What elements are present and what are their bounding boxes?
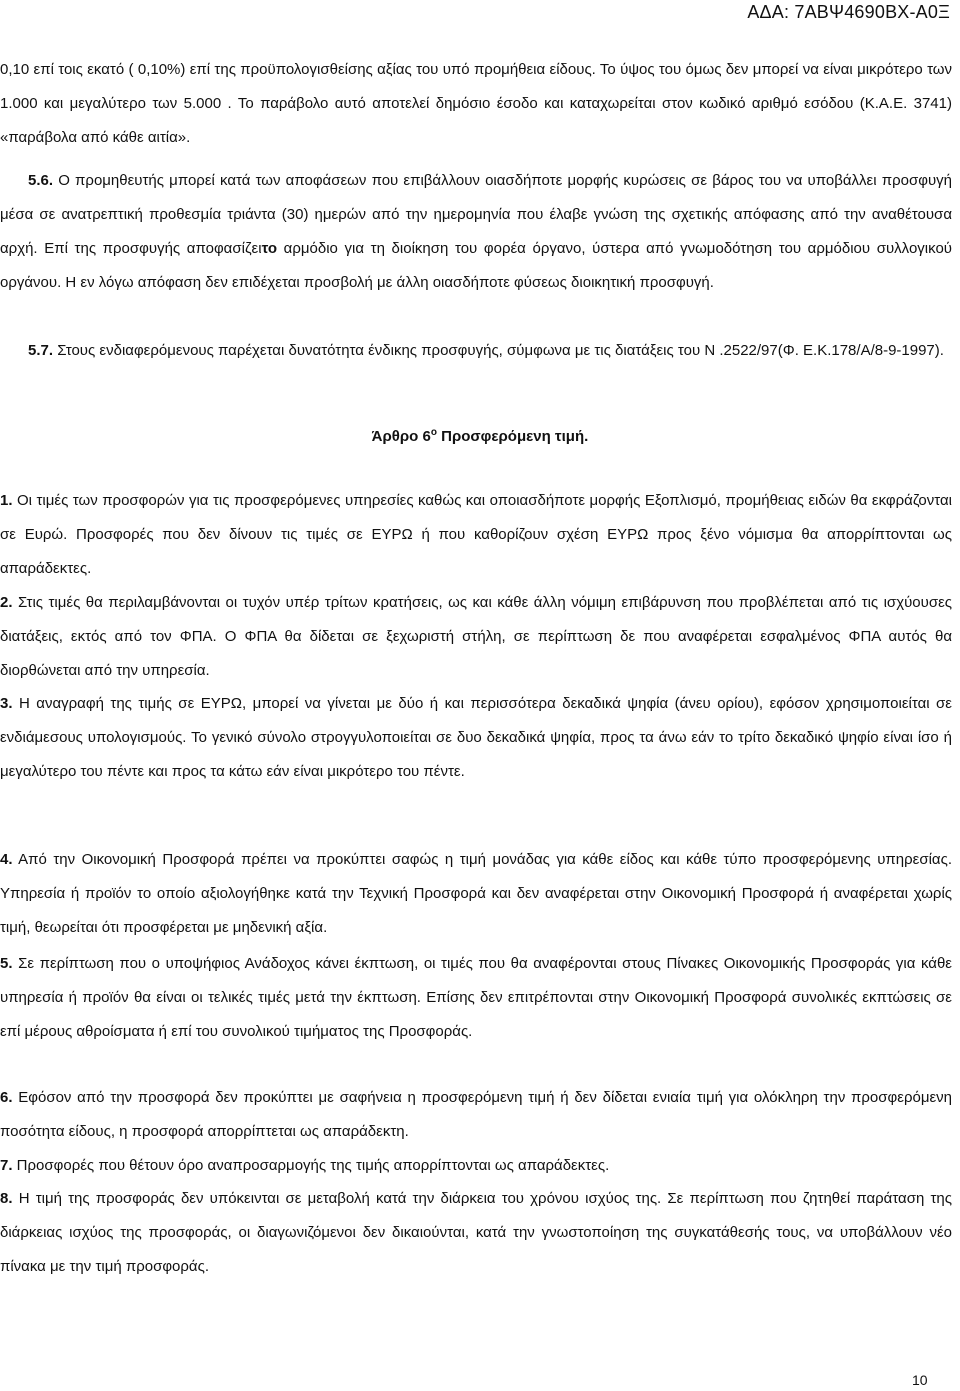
item-6-number: 6. — [0, 1089, 13, 1106]
item-2-text: Στις τιμές θα περιλαμβάνονται οι τυχόν υπέρ τρίτων κρατήσεις, ως και κάθε άλλη νόμιμη επιβάρυνση που προβλέπεται από τις ισχύουσες διατάξεις, εκτός από τον ΦΠΑ. Ο ΦΠΑ θα δίδεται σε ξεχωριστή στήλη, σε περίπτωση δε που αναφέρεται εσφαλμένος ΦΠΑ αυτός θα διορθώνεται από την υπηρεσία. — [0, 594, 952, 679]
paragraph-5-7-number: 5.7. — [28, 342, 54, 359]
paragraph-5-6-number: 5.6. — [28, 172, 54, 189]
intro-text: 0,10 επί τοις εκατό ( 0,10%) επί της προϋπολογισθείσης αξίας του υπό προμήθεια είδους. Το ύψος του όμως δεν μπορεί να είναι μικρότερο των 1.000 και μεγαλύτερο των 5.000 . Το παράβολο αυτό αποτελεί δημόσιο έσοδο και καταχωρείται στον κωδικό αριθμό εσόδου (Κ.Α.Ε. 3741) «παράβολα από κάθε αιτία». — [0, 61, 952, 146]
paragraph-5-7-text: Στους ενδιαφερόμενους παρέχεται δυνατότητα ένδικης προσφυγής, σύμφωνα με τις διατάξεις του Ν .2522/97(Φ. Ε.Κ.178/Α/8-9-1997). — [53, 342, 944, 359]
article-title — [0, 416, 960, 454]
item-5-number: 5. — [0, 955, 13, 972]
article-title-pre: Άρθρο 6 — [371, 428, 431, 445]
item-2-number: 2. — [0, 594, 13, 611]
item-1 — [0, 484, 952, 586]
item-4-number: 4. — [0, 851, 13, 868]
paragraph-5-7 — [0, 334, 952, 368]
paragraph-5-6 — [0, 164, 952, 300]
paragraph-5-6-bold-to: το — [261, 240, 278, 257]
article-title-post: Προσφερόμενη τιμή. — [436, 428, 589, 445]
article-title-sup: ο — [430, 427, 437, 438]
item-6-text: Εφόσον από την προσφορά δεν προκύπτει με σαφήνεια η προσφερόμενη τιμή ή δεν δίδεται ενιαία τιμή για ολόκληρη την προσφερόμενη ποσότητα είδους, η προσφορά απορρίπτεται ως απαράδεκτη. — [0, 1089, 952, 1140]
item-4-text: Από την Οικονομική Προσφορά πρέπει να προκύπτει σαφώς η τιμή μονάδας για κάθε είδος και κάθε τύπο προσφερόμενης υπηρεσίας. Υπηρεσία ή προϊόν το οποίο αξιολογήθηκε κατά την Τεχνική Προσφορά και δεν αναφέρεται στην Οικονομική Προσφορά ή αναφέρεται χωρίς τιμή, θεωρείται ότι προσφέρεται με μηδενική αξία. — [0, 851, 952, 936]
ada-code: ΑΔΑ: 7ΑΒΨ4690ΒΧ-Α0Ξ — [747, 2, 950, 22]
page-number: 10 — [912, 1372, 928, 1388]
intro-paragraph — [0, 53, 952, 155]
item-1-text: Οι τιμές των προσφορών για τις προσφερόμενες υπηρεσίες καθώς και οποιασδήποτε μορφής Εξοπλισμό, προμήθειας ειδών θα εκφράζονται σε Ευρώ. Προσφορές που δεν δίνουν τις τιμές σε ΕΥΡΩ ή που καθορίζουν σχέση ΕΥΡΩ προς ξένο νόμισμα θα απορρίπτονται ως απαράδεκτες. — [0, 492, 952, 577]
item-8-number: 8. — [0, 1190, 13, 1207]
item-3-number: 3. — [0, 695, 13, 712]
paragraph-5-6-text2: αρμόδιο για τη διοίκηση του φορέα όργανο, ύστερα από γνωμοδότηση του αρμόδιου συλλογικού οργάνου. Η εν λόγω απόφαση δεν επιδέχεται προσβολή με άλλη οιασδήποτε φύσεως διοικητική προσφυγή. — [0, 240, 952, 291]
item-2 — [0, 586, 952, 688]
item-3-text: Η αναγραφή της τιμής σε ΕΥΡΩ, μπορεί να γίνεται με δύο ή και περισσότερα δεκαδικά ψηφία (άνευ ορίου), εφόσον χρησιμοποιείται σε ενδιάμεσους υπολογισμούς. Το γενικό σύνολο στρογγυλοποιείται σε δυο δεκαδικά ψηφία, προς τα άνω εάν το τρίτο δεκαδικό ψηφίο είναι ίσο ή μεγαλύτερο του πέντε και προς τα κάτω εάν είναι μικρότερο του πέντε. — [0, 695, 952, 780]
item-8-text: Η τιμή της προσφοράς δεν υπόκεινται σε μεταβολή κατά την διάρκεια του χρόνου ισχύος της. Σε περίπτωση που ζητηθεί παράταση της διάρκειας ισχύος της προσφοράς, οι διαγωνιζόμενοι δεν δικαιούνται, κατά την γνωστοποίηση της συγκατάθεσής τους, να υποβάλλουν νέο πίνακα με την τιμή προσφοράς. — [0, 1190, 952, 1275]
item-8 — [0, 1182, 952, 1284]
item-6 — [0, 1081, 952, 1149]
item-7 — [0, 1149, 952, 1183]
item-1-number: 1. — [0, 492, 13, 509]
item-5-text: Σε περίπτωση που ο υποψήφιος Ανάδοχος κάνει έκπτωση, οι τιμές που θα αναφέρονται στους Πίνακες Οικονομικής Προσφοράς για κάθε υπηρεσία ή προϊόν θα είναι οι τελικές τιμές μετά την έκπτωση. Επίσης δεν επιτρέπονται στην Οικονομική Προσφορά συνολικές εκπτώσεις σε επί μέρους αθροίσματα ή επί του συνολικού τιμήματος της Προσφοράς. — [0, 955, 952, 1040]
item-3 — [0, 687, 952, 789]
item-7-number: 7. — [0, 1157, 13, 1174]
item-4 — [0, 843, 952, 945]
item-7-text: Προσφορές που θέτουν όρο αναπροσαρμογής της τιμής απορρίπτονται ως απαράδεκτες. — [12, 1157, 610, 1174]
item-5 — [0, 947, 952, 1049]
paragraph-5-6-text1: Ο προμηθευτής μπορεί κατά των αποφάσεων που επιβάλλουν οιασδήποτε μορφής κυρώσεις σε βάρος του να υποβάλλει προσφυγή μέσα σε ανατρεπτική προθεσμία τριάντα (30) ημερών από την ημερομηνία που έλαβε γνώση της σχετικής απόφασης από την αναθέτουσα αρχή. Επί της προσφυγής αποφασίζει — [0, 172, 952, 257]
